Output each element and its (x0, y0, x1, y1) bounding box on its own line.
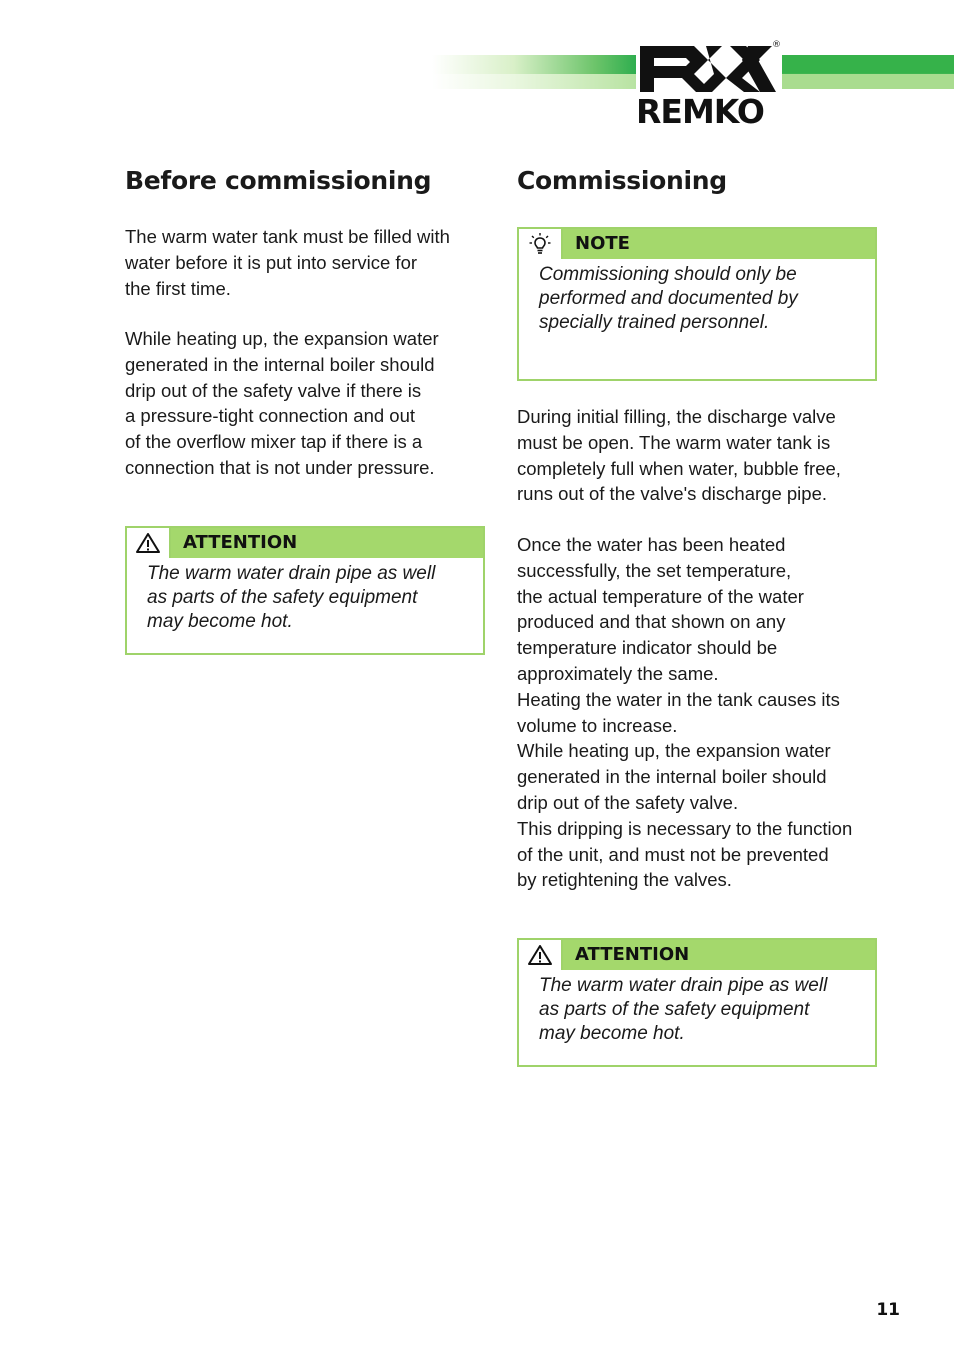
brand-wordmark: REMKO (636, 92, 764, 131)
attention-label: ATTENTION (563, 940, 875, 970)
attention-text: The warm water drain pipe as well as parts of the safety equipment may become hot. (539, 975, 828, 1044)
header-band-right (772, 55, 954, 89)
section-heading-before-commissioning: Before commissioning (125, 166, 432, 195)
note-box-header (519, 229, 875, 259)
paragraph: Once the water has been heated successfully, the set temperature, the actual temperature of the water produced and that shown on any temperature indicator should be approximately the same. Heating the water in the tank causes its volume to increase. While heating up, the expansion water generated in the internal boiler should drip out of the safety valve. This dripping is necessary to the function of the unit, and must not be prevented by retightening the valves. (517, 534, 853, 891)
registered-mark: ® (772, 40, 781, 50)
attention-label: ATTENTION (171, 528, 483, 558)
attention-box (125, 526, 485, 655)
section-heading-commissioning: Commissioning (517, 166, 727, 195)
attention-text: The warm water drain pipe as well as parts of the safety equipment may become hot. (147, 563, 436, 632)
paragraph: While heating up, the expansion water generated in the internal boiler should drip out of the safety valve if there is a pressure-tight connection and out of the overflow mixer tap if there is a connection that is not under pressure. (125, 328, 439, 478)
paragraph: During initial filling, the discharge valve must be open. The warm water tank is completely full when water, bubble free, runs out of the valve's discharge pipe. (517, 406, 841, 505)
note-label: NOTE (563, 229, 875, 259)
lightbulb-icon (519, 229, 563, 259)
attention-box-header (519, 940, 875, 970)
attention-box (517, 938, 877, 1067)
page-number: 11 (876, 1300, 900, 1320)
header-gradient-stripe-left (432, 74, 636, 89)
note-box (517, 227, 877, 381)
attention-box-header (127, 528, 483, 558)
warning-triangle-icon (519, 940, 563, 970)
paragraph: The warm water tank must be filled with water before it is put into service for the first time. (125, 226, 450, 299)
warning-triangle-icon (127, 528, 171, 558)
note-text: Commissioning should only be performed and documented by specially trained personnel. (539, 264, 798, 333)
